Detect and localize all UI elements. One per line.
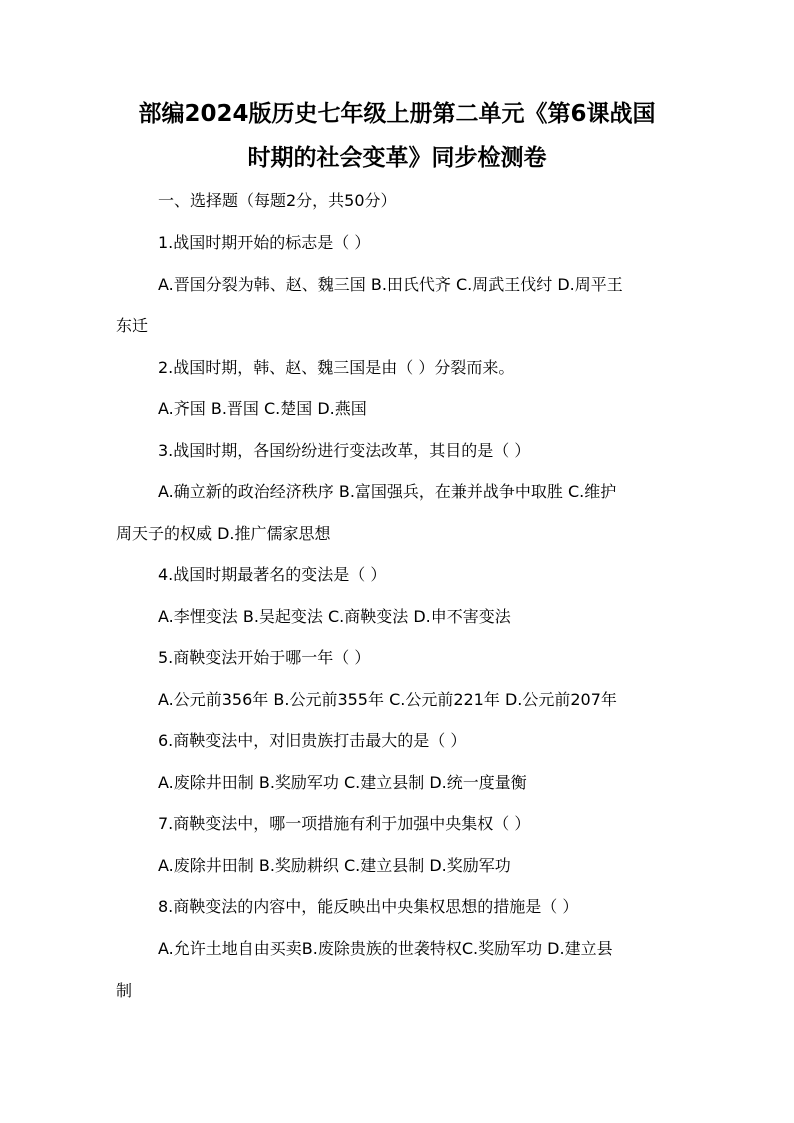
question-8-options: A.允许土地自由买卖B.废除贵族的世袭特权C.奖励军功 D.建立县 [158,939,613,958]
question-3-options-cont: 周天子的权威 D.推广儒家思想 [116,524,331,543]
question-8-options-cont: 制 [116,981,133,1000]
title-line-2: 时期的社会变革》同步检测卷 [247,145,547,171]
question-5-options: A.公元前356年 B.公元前355年 C.公元前221年 D.公元前207年 [158,690,617,709]
question-7-options: A.废除井田制 B.奖励耕织 C.建立县制 D.奖励军功 [158,856,511,875]
question-4: 4.战国时期最著名的变法是（ ） [158,565,387,584]
question-7: 7.商鞅变法中，哪一项措施有利于加强中央集权（ ） [158,814,531,833]
question-1-options-cont: 东迁 [116,316,149,335]
section-heading: 一、选择题（每题2分，共50分） [158,191,397,210]
question-3: 3.战国时期，各国纷纷进行变法改革，其目的是（ ） [158,441,531,460]
question-8: 8.商鞅变法的内容中，能反映出中央集权思想的措施是（ ） [158,897,579,916]
question-5: 5.商鞅变法开始于哪一年（ ） [158,648,371,667]
question-6: 6.商鞅变法中，对旧贵族打击最大的是（ ） [158,731,467,750]
question-1: 1.战国时期开始的标志是（ ） [158,233,371,252]
question-2: 2.战国时期，韩、赵、魏三国是由（ ）分裂而来。 [158,358,515,377]
question-3-options: A.确立新的政治经济秩序 B.富国强兵，在兼并战争中取胜 C.维护 [158,482,617,501]
title-line-1: 部编2024版历史七年级上册第二单元《第6课战国 [138,101,656,127]
question-6-options: A.废除井田制 B.奖励军功 C.建立县制 D.统一度量衡 [158,773,527,792]
question-1-options: A.晋国分裂为韩、赵、魏三国 B.田氏代齐 C.周武王伐纣 D.周平王 [158,275,623,294]
question-2-options: A.齐国 B.晋国 C.楚国 D.燕国 [158,399,367,418]
question-4-options: A.李悝变法 B.吴起变法 C.商鞅变法 D.申不害变法 [158,607,511,626]
page-title [100,92,694,180]
